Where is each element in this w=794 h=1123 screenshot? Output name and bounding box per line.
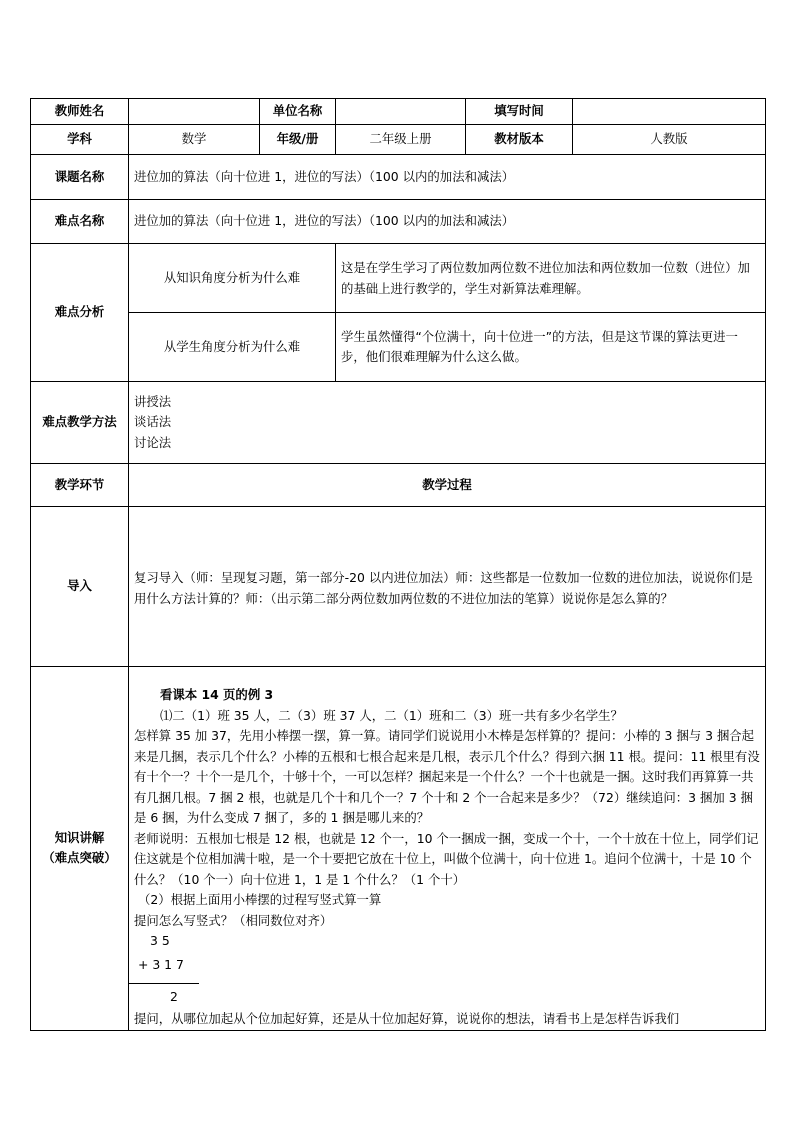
- edition-label: 教材版本: [466, 125, 573, 155]
- row-methods: [31, 382, 766, 464]
- process-header: 教学过程: [129, 464, 766, 507]
- teacher-name-value[interactable]: [129, 99, 260, 125]
- intro-text: 复习导入（师：呈现复习题，第一部分-20 以内进位加法）师：这些都是一位数加一位数的进位加法，说说你们是用什么方法计算的？师：（出示第二部分两位数加两位数的不进位加法的笔算）说说你是怎么算的？: [129, 507, 766, 667]
- stage-header: 教学环节: [31, 464, 129, 507]
- unit-value[interactable]: [336, 99, 466, 125]
- knowledge-content: [129, 667, 766, 1031]
- example-heading: 看课本 14 页的例 3: [160, 687, 274, 702]
- teacher-name-label: 教师姓名: [31, 99, 129, 125]
- knowledge-label: [31, 667, 129, 1031]
- calc-row-3: 2: [170, 989, 178, 1004]
- student-angle-text: 学生虽然懂得“个位满十，向十位进一”的方法，但是这节课的算法更进一步，他们很难理解为什么这么做。: [336, 313, 766, 382]
- row-knowledge: [31, 667, 766, 1031]
- method-item: 讲授法: [134, 393, 172, 409]
- unit-label: 单位名称: [260, 99, 336, 125]
- method-item: 讨论法: [134, 434, 172, 450]
- difficulty-value: 进位加的算法（向十位进 1，进位的写法）（100 以内的加法和减法）: [129, 200, 766, 244]
- knowledge-label-line1: 知识讲解: [54, 829, 105, 845]
- methods-list: [129, 382, 766, 464]
- grade-label: 年级/册: [260, 125, 336, 155]
- question-2-hint: 提问怎么写竖式？（相同数位对齐）: [134, 912, 333, 928]
- row-difficulty: [31, 200, 766, 244]
- calc-row-1: 3 5: [150, 933, 170, 948]
- vertical-calculation: [134, 931, 760, 1009]
- paragraph-1: 怎样算 35 加 37，先用小棒摆一摆，算一算。请同学们说说用小木棒是怎样算的？提问：小棒的 3 捆与 3 捆合起来是几捆，表示几个什么？小棒的五根和七根合起来是几根，表示几个什么？得到六捆 11 根。提问：11 根里有没有十个一？十个一是几个，十够十个，一可以怎样？捆起来是一个什么？一个十也就是一捆。这时我们再算算一共有几捆几根。7 捆 2 根，也就是几个十和几个一？7 个十和 2 个一合起来是多少？（72）继续追问：3 捆加 3 捆是 6 捆，为什么变成 7 捆了，多的 1 捆是哪儿来的？: [134, 728, 760, 825]
- paragraph-2: 老师说明：五根加七根是 12 根，也就是 12 个一，10 个一捆成一捆，变成一个十，一个十放在十位上，同学们记住这就是个位相加满十啦，是一个十要把它放在十位上，叫做个位满十，向十位进 1。追问个位满十，十是 10 个什么？（10 个一）向十位进 1，1 是 1 个什么？（1 个十）: [134, 830, 759, 887]
- question-1: ⑴二（1）班 35 人，二（3）班 37 人，二（1）班和二（3）班一共有多少名学生？: [160, 707, 623, 723]
- row-topic: [31, 155, 766, 200]
- analysis-label: 难点分析: [31, 244, 129, 382]
- calc-divider: [129, 983, 199, 984]
- topic-label: 课题名称: [31, 155, 129, 200]
- paragraph-3: 提问，从哪位加起从个位加起好算，还是从十位加起好算，说说你的想法，请看书上是怎样告诉我们: [134, 1011, 680, 1026]
- subject-value: 数学: [129, 125, 260, 155]
- calc-row-2: + 3 1 7: [138, 957, 184, 972]
- lesson-plan-table: [30, 98, 766, 1031]
- methods-label: 难点教学方法: [31, 382, 129, 464]
- student-angle-label: 从学生角度分析为什么难: [129, 313, 336, 382]
- knowledge-angle-text: 这是在学生学习了两位数加两位数不进位加法和两位数加一位数（进位）加的基础上进行教学的，学生对新算法难理解。: [336, 244, 766, 313]
- topic-value: 进位加的算法（向十位进 1，进位的写法）（100 以内的加法和减法）: [129, 155, 766, 200]
- row-subject-info: [31, 125, 766, 155]
- knowledge-label-line2: （难点突破）: [42, 850, 117, 866]
- method-item: 谈话法: [134, 414, 172, 430]
- question-2: （2）根据上面用小棒摆的过程写竖式算一算: [138, 892, 382, 907]
- difficulty-label: 难点名称: [31, 200, 129, 244]
- fill-time-value[interactable]: [573, 99, 766, 125]
- row-analysis-knowledge: [31, 244, 766, 313]
- knowledge-angle-label: 从知识角度分析为什么难: [129, 244, 336, 313]
- intro-label: 导入: [31, 507, 129, 667]
- row-teacher-info: [31, 99, 766, 125]
- row-analysis-student: [31, 313, 766, 382]
- subject-label: 学科: [31, 125, 129, 155]
- grade-value: 二年级上册: [336, 125, 466, 155]
- row-process-header: [31, 464, 766, 507]
- fill-time-label: 填写时间: [466, 99, 573, 125]
- row-intro: [31, 507, 766, 667]
- edition-value: 人教版: [573, 125, 766, 155]
